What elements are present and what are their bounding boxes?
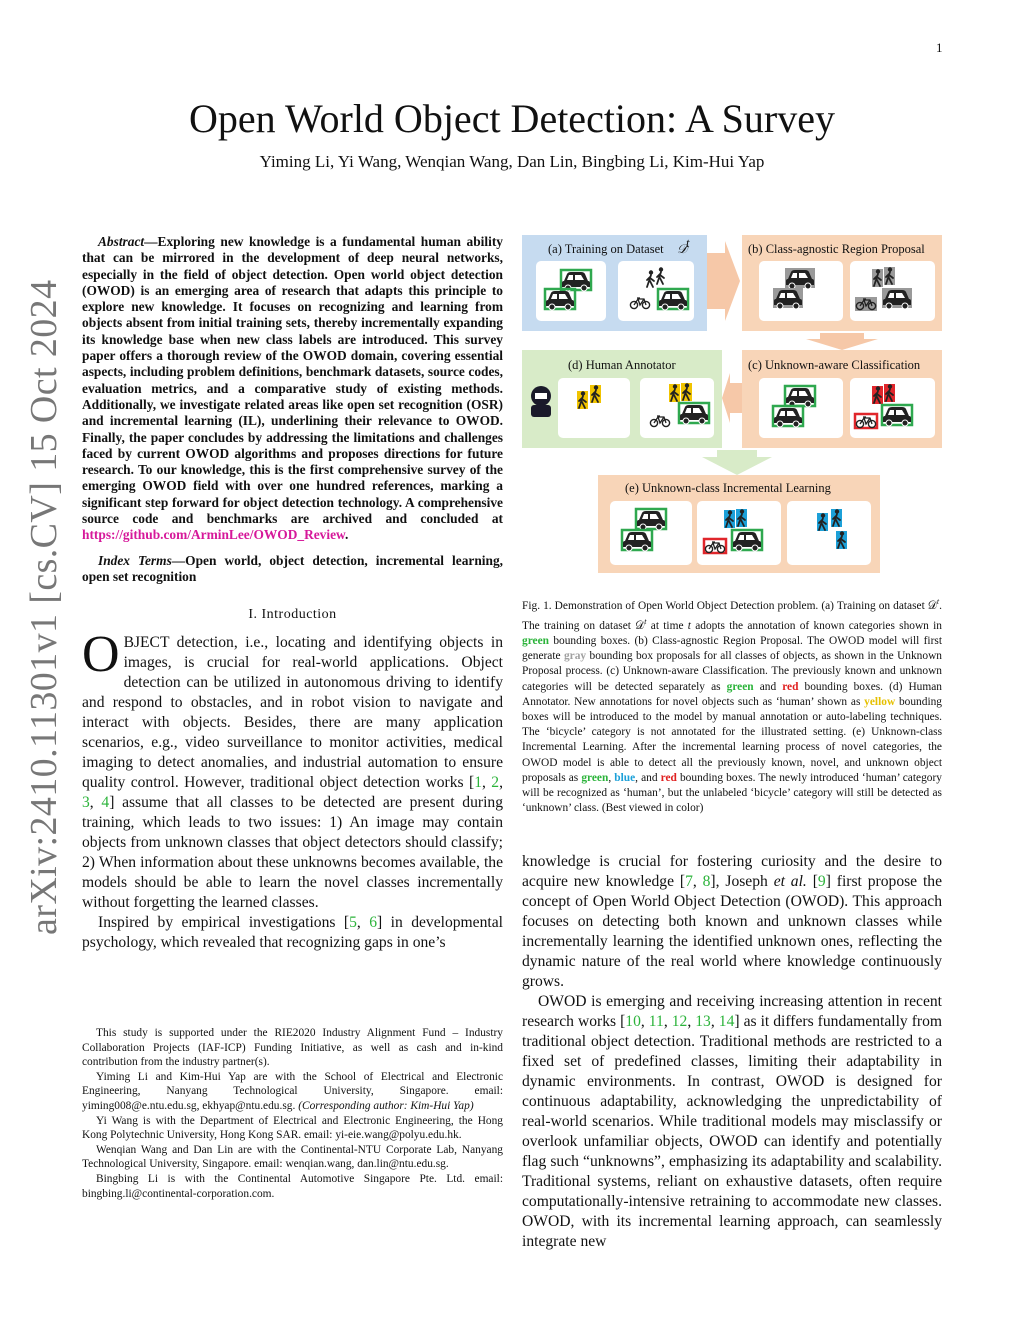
caption-text: adopts the annotation of known categories shown in (690, 619, 942, 632)
intro-text: Inspired by empirical investigations [ (98, 914, 350, 932)
abstract-label: Abstract (98, 234, 145, 249)
panel-a-superscript: t (686, 236, 690, 250)
drop-cap: O (82, 626, 120, 684)
paper-title: Open World Object Detection: A Survey (189, 96, 835, 141)
image-card (618, 261, 694, 321)
caption-text: Fig. 1. Demonstration of Open World Object Detection problem. (a) Training on dataset 𝒟 (522, 599, 937, 612)
citation[interactable]: 13 (695, 1013, 711, 1030)
github-link[interactable]: https://github.com/ArminLee/OWOD_Review (82, 527, 345, 543)
caption-gray-word: gray (563, 650, 587, 663)
right-paragraph-1: knowledge is crucial for fostering curiosity and the desire to acquire new knowledge [7, 8], Joseph et al. [9] first propose the concept of Open World Object Detection (OWOD). This approach focuses on detecting both known and unknown classes while incrementally learning the identified unknown ones, reflecting the dynamic nature of the real world where knowledge continuously grows. (522, 853, 943, 990)
citation[interactable]: 3 (82, 794, 90, 812)
citation[interactable]: 8 (702, 873, 711, 890)
citation[interactable]: 12 (671, 1013, 688, 1030)
caption-green-word: green (522, 635, 549, 647)
intro-text: BJECT detection, i.e., locating and identifying objects in images, is crucial for real-world applications. Object detection can be utilized in autonomous driving to identify and respond to obstacles, and in robot vision to navigate and interact with objects. Besides, there are many application scenarios, e.g., video surveillance to monitor activities, medical imaging to detect anomalies, and industrial automation to ensure quality control. However, traditional object detection works [ (82, 634, 503, 792)
right-paragraph-2: OWOD is emerging and receiving increasing attention in recent research works [10, 11, 12, 13, 14] as it differs fundamentally from traditional object detection. Traditional methods are restricted to a fixed set of predefined classes, limiting their adaptability in dynamic environments. In contrast, OWOD is designed for continuous adaptability, acknowledging the unpredictability of real-world scenarios. While traditional models may misclassify or overlook unfamiliar objects, OWOD can identify and potentially flag such “unknowns”, emphasizing its adaptability and scalability. Traditional systems, reliant on exhaustive datasets, often require computationally-intensive retraining to accommodate new classes. OWOD, with its incremental learning approach, can seamlessly integrate new (522, 993, 943, 1250)
caption-red-word: red (660, 771, 677, 784)
footnote: Bingbing Li is with the Continental Automotive Singapore Pte. Ltd. email: bingbing.li@continental-corporation.com. (82, 1172, 503, 1200)
caption-text: bounding boxes. (d) Human Annotator. New annotations for novel objects such as ‘human’ shown as (522, 680, 942, 708)
caption-text: at time (646, 619, 688, 632)
citation[interactable]: 5 (349, 914, 357, 932)
figure-1 (522, 233, 944, 581)
panel-b-label: (b) Class-agnostic Region Proposal (748, 242, 925, 256)
arrow-d-to-e (702, 450, 772, 475)
caption-text: and (753, 680, 783, 693)
page-number: 1 (936, 40, 943, 55)
caption-text: , and (635, 771, 661, 784)
citation[interactable]: 11 (648, 1013, 664, 1030)
citation[interactable]: 9 (817, 873, 826, 890)
caption-sup: t (644, 617, 647, 626)
section-heading: I. Introduction (248, 607, 337, 623)
footnote: This study is supported under the RIE2020 Industry Alignment Fund – Industry Collaboration Projects (IAF-ICP) Funding Initiative, as well as cash and in-kind contribution from the industry partner(s). (82, 1027, 503, 1069)
author-list: Yiming Li, Yi Wang, Wenqian Wang, Dan Lin, Bingbing Li, Kim-Hui Yap (259, 152, 765, 171)
caption-red-word: red (782, 680, 799, 693)
footnote: Wenqian Wang and Dan Lin are with the Continental-NTU Corporate Lab, Nanyang Technological University, Singapore. email: wenqian.wang, dan.lin@ntu.edu.sg. (82, 1143, 503, 1171)
footnote-text: Yiming Li and Kim-Hui Yap are with the School of Electrical and Electronic Engineering, Nanyang Technological University, Singapore. email: yiming008@e.ntu.edu.sg, ekhyap@ntu.edu.sg. (82, 1070, 503, 1112)
intro-paragraph-2: Inspired by empirical investigations [5, 6] in developmental psychology, which revealed that recognizing gaps in one’s (82, 914, 503, 952)
footnote-corresponding: (Corresponding author: Kim-Hui Yap) (298, 1099, 474, 1112)
arrow-c-to-d (722, 373, 742, 423)
arrow-b-to-c (806, 333, 878, 350)
right-body (522, 852, 942, 1252)
intro-body (82, 626, 503, 953)
body-italic: et al. (773, 873, 807, 890)
body-text: ] as it differs fundamentally from traditional object detection. Traditional methods are restricted to a fixed set of predefined classes, limiting their adaptability in dynamic environments. In contrast, OWOD is designed for continuous adaptability, acknowledging the unpredictability of real-world scenarios. While traditional models may misclassify or overlook unfamiliar objects, OWOD can identify and potentially flag such “unknowns”, emphasizing its adaptability and scalability. Traditional systems, reliant on exhaustive datasets, often require computationally-intensive retraining to accommodate new classes. OWOD, with its incremental learning approach, can seamlessly integrate new (522, 1013, 943, 1250)
caption-blue-word: blue (614, 771, 636, 784)
body-text: ] first propose the concept of Open World Object Detection (OWOD). This approach focuses on detecting both known and unknown classes while incrementally learning the identified unknown ones, reflecting the dynamic nature of the real world where knowledge continuously grows. (522, 873, 943, 990)
caption-italic: t (687, 619, 691, 632)
panel-e-label: (e) Unknown-class Incremental Learning (625, 481, 831, 495)
figure-caption (522, 594, 942, 816)
image-card (787, 501, 871, 565)
body-text: knowledge is crucial for fostering curiosity and the desire to acquire new knowledge [ (522, 853, 942, 890)
citation[interactable]: 10 (625, 1013, 641, 1030)
abstract (82, 234, 503, 544)
caption-yellow-word: yellow (864, 695, 896, 708)
intro-text: ] assume that all classes to be detected are present during training, which leads to two issues: 1) An image may contain objects from unknown classes that object detectors should classify; 2) When information about these unknowns becomes available, the models should be able to learn the novel classes incrementally without forgetting the learned classes. (82, 794, 503, 912)
caption-sup: t (936, 597, 940, 606)
intro-text: ] in developmental psychology, which revealed that recognizing gaps in one’s (82, 914, 503, 952)
citation[interactable]: 1 (474, 774, 482, 792)
left-column (82, 234, 503, 953)
index-terms-text: —Open world, object detection, incremental learning, open set recognition (82, 552, 503, 584)
body-text: ], Joseph (710, 873, 774, 890)
arrow-a-to-b (707, 241, 740, 321)
abstract-text: —Exploring new knowledge is a fundamental human ability that can be mirrored in the development of deep neural networks, especially in the field of object detection. Open world object detection (OWOD) is an emerging area of research that adapts this principle to explore new knowledge. It focuses on recognizing and learning from objects absent from initial training sets, thereby incrementally expanding its knowledge base when new class labels are introduced. This survey paper offers a thorough review of the OWOD domain, covering essential aspects, including problem definitions, benchmark datasets, source codes, evaluation metrics, and a comparative study of existing methods. Additionally, we investigate related areas like open set recognition (OSR) and incremental learning (IL), underlining their relevance to OWOD. Finally, the paper concludes by addressing the limitations and challenges faced by current OWOD algorithms and proposes directions for future research. To our knowledge, this is the first comprehensive survey of the emerging OWOD field with over one hundred references, marking a significant step forward for object detection technology. A comprehensive source code and benchmarks are archived and concluded at (82, 234, 503, 527)
index-terms (82, 553, 503, 586)
citation[interactable]: 6 (369, 914, 378, 932)
index-terms-label: Index Terms (98, 552, 172, 568)
caption-green-word: green (726, 680, 754, 693)
intro-paragraph-1: OBJECT detection, i.e., locating and identifying objects in images, is crucial for real-world applications. Object detection can be utilized in autonomous driving to identify and respond to obstacles, and in robot vision to navigate and interact with objects. Besides, there are many application scenarios, e.g., video surveillance to monitor activities, medical imaging to detect anomalies, and industrial automation to ensure quality control. However, traditional object detection works [1, 2, 3, 4] assume that all classes to be detected are present during training, which leads to two issues: 1) An image may contain objects from unknown classes that object detectors should classify; 2) When information about these unknowns becomes available, the models should be able to learn the novel classes incrementally without forgetting the learned classes. (82, 626, 503, 912)
panel-a-symbol: 𝒟 (677, 242, 687, 256)
citation[interactable]: 4 (101, 794, 110, 812)
citation[interactable]: 7 (685, 873, 693, 890)
caption-text: bounding box proposals for all classes of objects, as shown in the Unknown Proposal process. (c) Unknown-aware Classification. The previously known and unknown categories will be detected separately as (522, 650, 942, 693)
body-text: [ (806, 873, 818, 890)
abstract-end: . (344, 527, 349, 543)
panel-a-label: (a) Training on Dataset (548, 242, 664, 256)
caption-green-word: green (581, 771, 609, 784)
body-text: OWOD is emerging and receiving increasing attention in recent research works [ (522, 993, 942, 1030)
arxiv-identifier: arXiv:2410.11301v1 [cs.CV] 15 Oct 2024 (23, 279, 65, 935)
panel-d-label: (d) Human Annotator (568, 358, 676, 372)
caption-text: bounding boxes. (b) Class-agnostic Region Proposal. The OWOD model will first generate (522, 635, 942, 663)
footnote (82, 1070, 503, 1114)
citation[interactable]: 2 (491, 774, 500, 792)
panel-c-label: (c) Unknown-aware Classification (748, 358, 921, 372)
footnotes (82, 1026, 503, 1201)
caption-text: , (608, 771, 615, 784)
footnote: Yi Wang is with the Department of Electrical and Electronic Engineering, the Hong Kong Polytechnic University, Hong Kong SAR. email: yi-eie.wang@polyu.edu.hk. (82, 1114, 503, 1142)
caption-text: . The training on dataset 𝒟 (522, 599, 942, 632)
citation[interactable]: 14 (718, 1013, 735, 1030)
caption-text: bounding boxes will be introduced to the model by manual annotation or auto-labeling techniques. The ‘bicycle’ category is not annotated for the illustrated setting. (e) Unknown-class Incremental Learning. After the incremental learning process of novel categories, the OWOD model is able to detect all the previously known, novel, and unknown object proposals as (522, 695, 942, 784)
caption-text: bounding boxes. The newly introduced ‘human’ category will be recognized as ‘human’, but the unlabeled ‘bicycle’ category will still be detected as ‘unknown’ class. (Best viewed in color) (522, 771, 942, 815)
